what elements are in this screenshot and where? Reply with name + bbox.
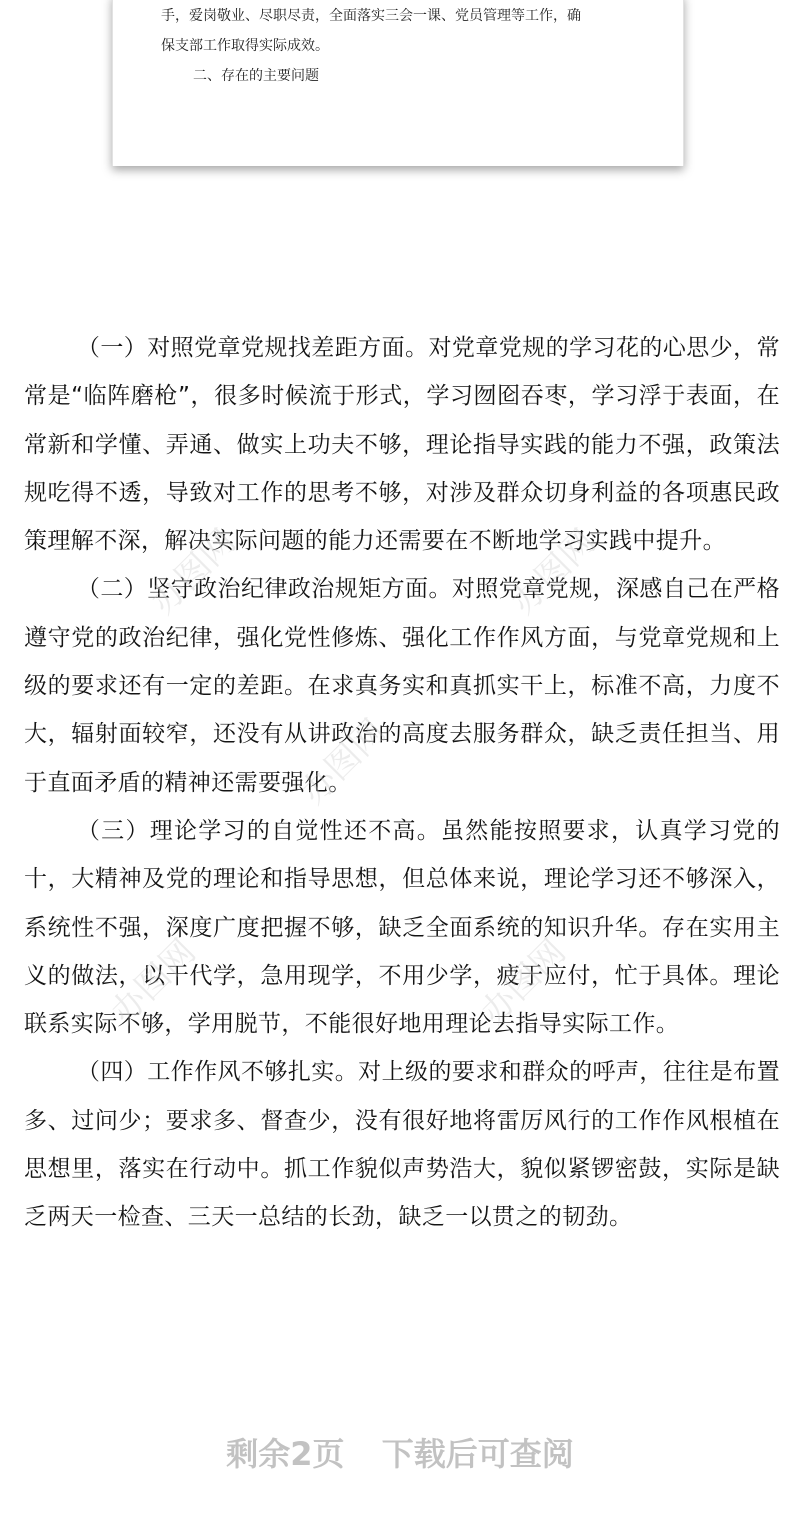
document-body [24, 324, 780, 1242]
preview-line: 保支部工作取得实际成效。 [161, 38, 329, 54]
paragraph-1: （一）对照党章党规找差距方面。对党章党规的学习花的心思少，常常是“临阵磨枪”，很多时候流于形式，学习囫囵吞枣，学习浮于表面，在常新和学懂、弄通、做实上功夫不够，理论指导实践的能力不强，政策法规吃得不透，导致对工作的思考不够，对涉及群众切身利益的各项惠民政策理解不深，解决实际问题的能力还需要在不断地学习实践中提升。 [24, 335, 780, 555]
watermark: 办图网 [293, 711, 394, 813]
preview-line: 手，爱岗敬业、尽职尽责，全面落实三会一课、党员管理等工作，确 [161, 8, 581, 24]
watermark: 办图网 [503, 521, 604, 623]
paragraph-4: （四）工作作风不够扎实。对上级的要求和群众的呼声，往往是布置多、过问少；要求多、督查少，没有很好地将雷厉风行的工作作风根植在思想里，落实在行动中。抓工作貌似声势浩大，貌似紧锣密鼓，实际是缺乏两天一检查、三天一总结的长劲，缺乏一以贯之的韧劲。 [24, 1059, 780, 1231]
watermark: 办图网 [103, 931, 204, 1033]
paragraph-2: （二）坚守政治纪律政治规矩方面。对照党章党规，深感自己在严格遵守党的政治纪律，强化党性修炼、强化工作作风方面，与党章党规和上级的要求还有一定的差距。在求真务实和真抓实干上，标准不高，力度不大，辐射面较窄，还没有从讲政治的高度去服务群众，缺乏责任担当、用于直面矛盾的精神还需要强化。 [24, 576, 780, 796]
watermark: 办图网 [143, 521, 244, 623]
paragraph-3: （三）理论学习的自觉性还不高。虽然能按照要求，认真学习党的十，大精神及党的理论和指导思想，但总体来说，理论学习还不够深入，系统性不强，深度广度把握不够，缺乏全面系统的知识升华。存在实用主义的做法，以干代学，急用现学，不用少学，疲于应付，忙于具体。理论联系实际不够，学用脱节，不能很好地用理论去指导实际工作。 [24, 817, 780, 1038]
watermark: 办图网 [473, 931, 574, 1033]
remaining-pages-notice[interactable]: 剩余2页 下载后可查阅 [226, 1435, 574, 1473]
document-preview-card [112, 0, 684, 166]
preview-section-heading: 二、存在的主要问题 [193, 68, 319, 84]
